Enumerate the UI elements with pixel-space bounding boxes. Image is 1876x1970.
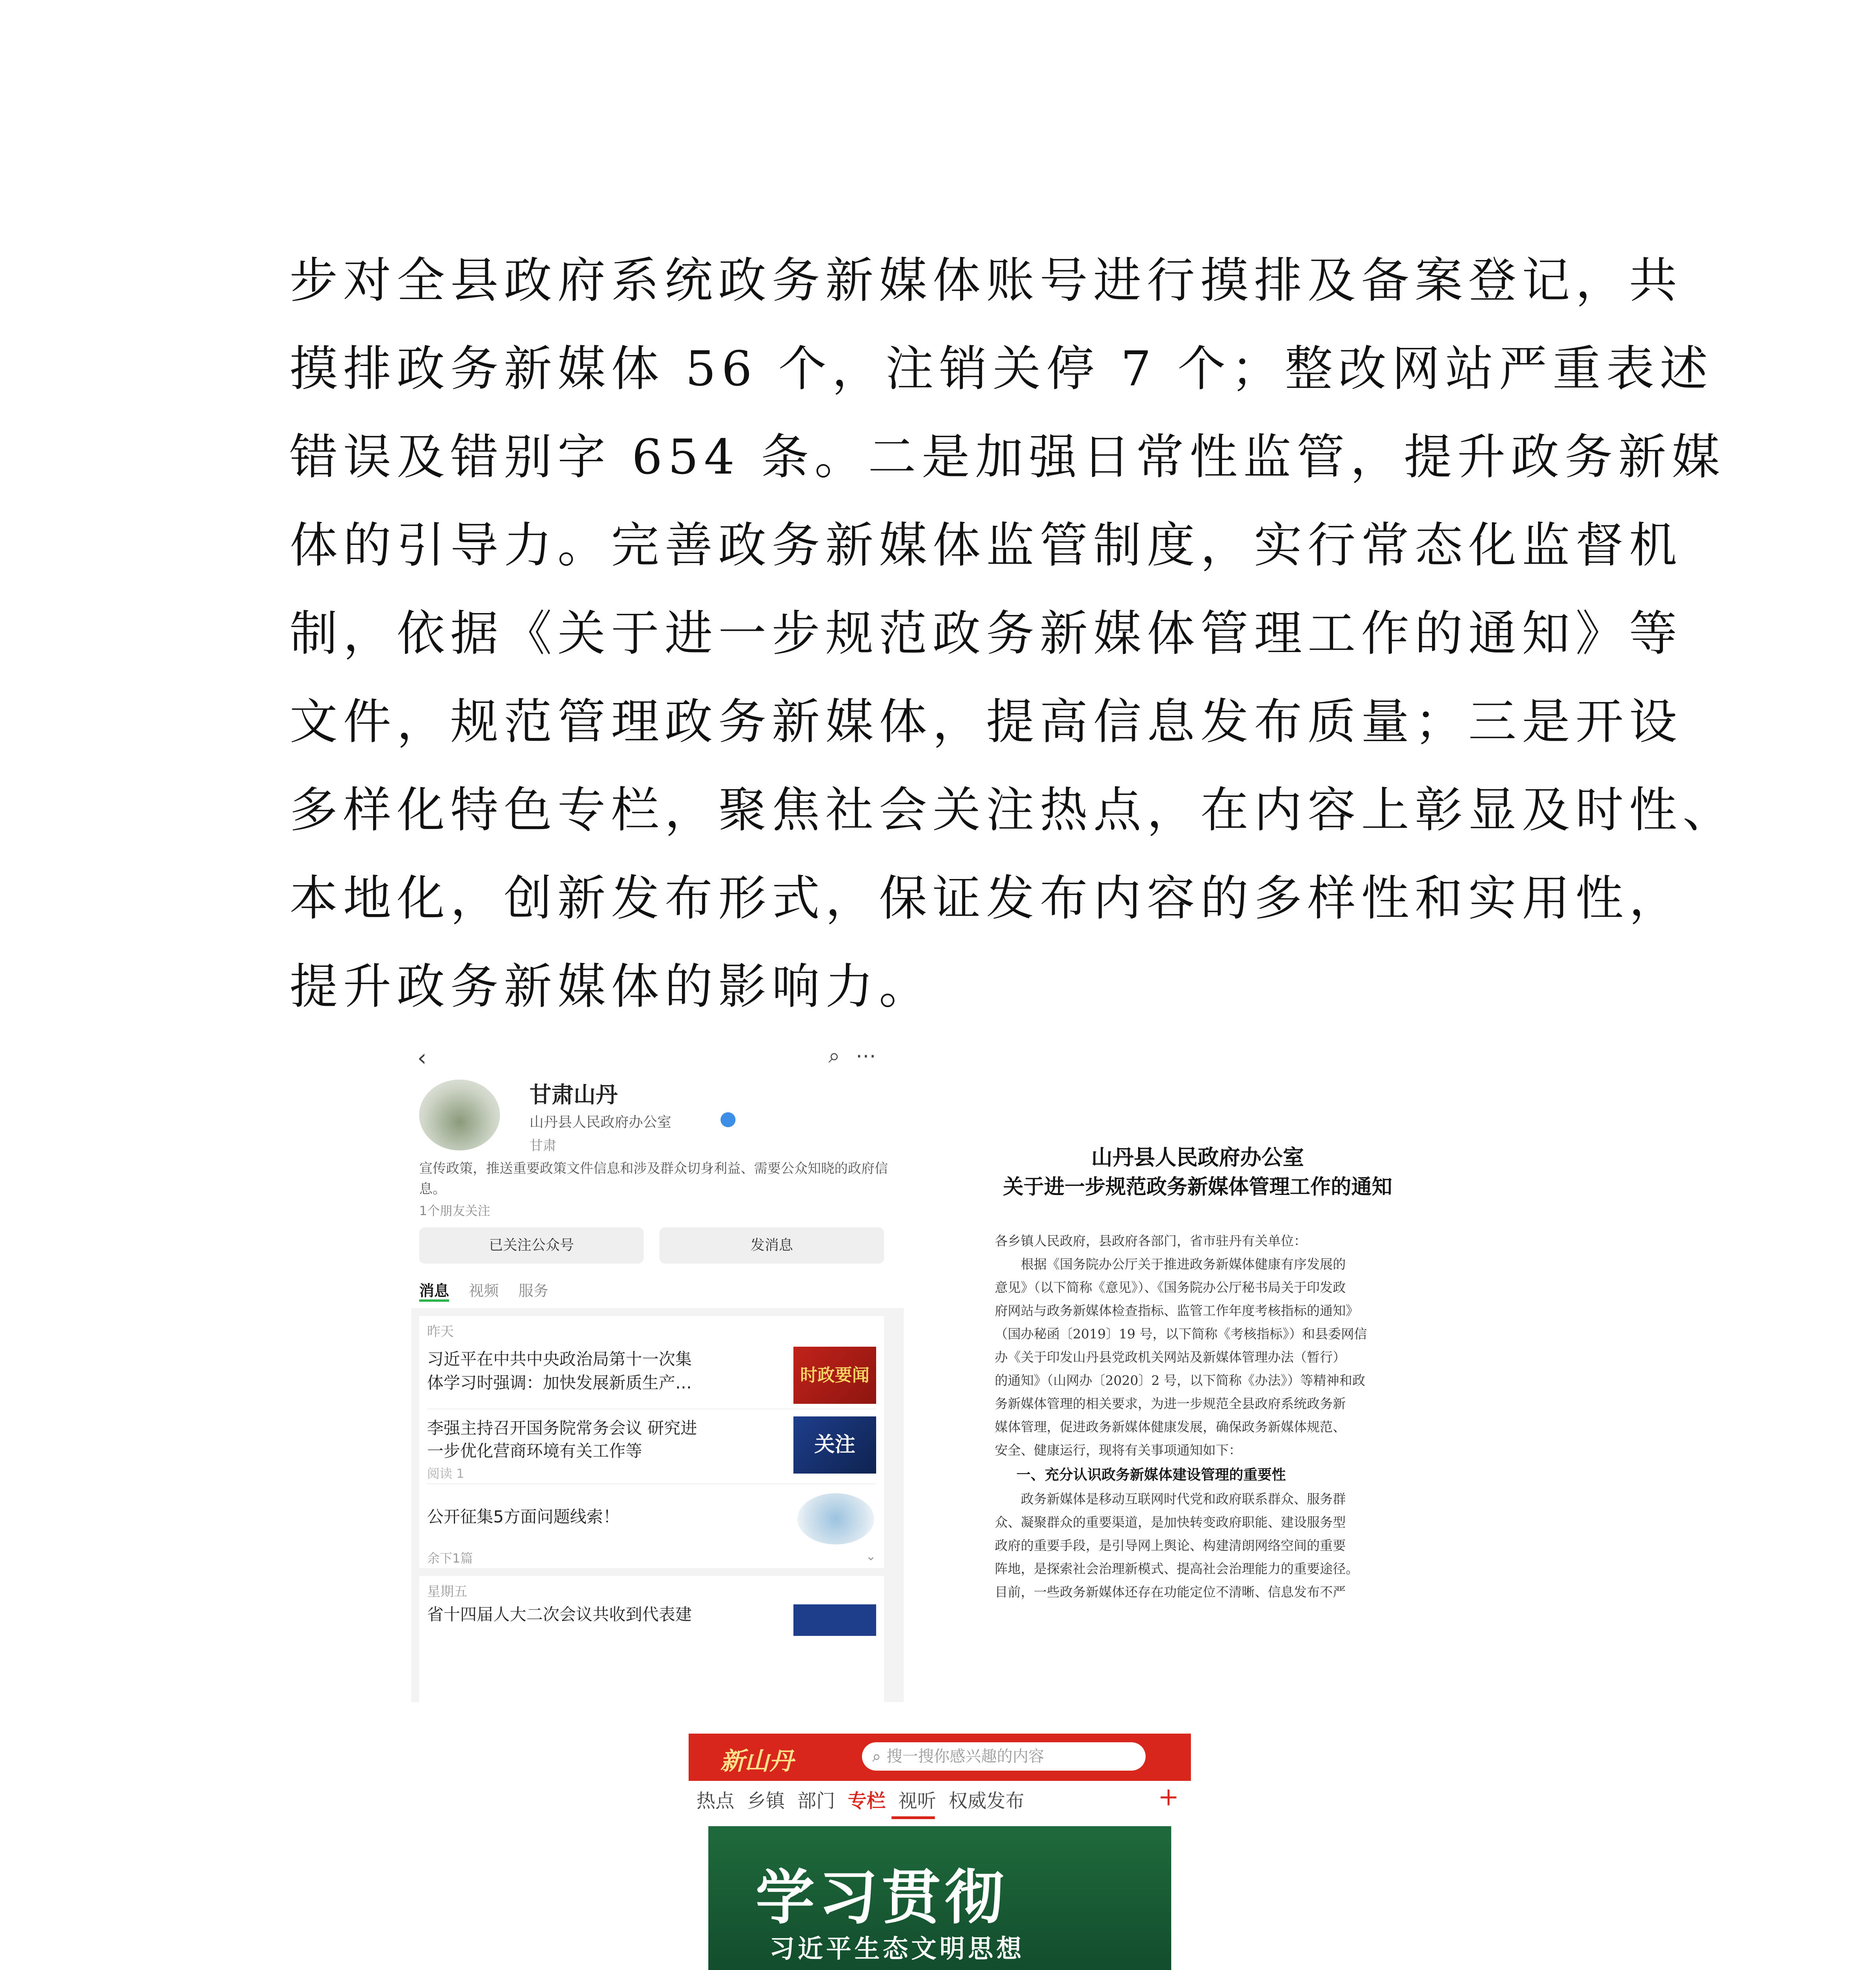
paragraph-line: 步对全县政府系统政务新媒体账号进行摸排及备案登记，共 xyxy=(290,253,1683,309)
qr-thumbnail xyxy=(797,1493,874,1544)
tab-official[interactable]: 权威发布 xyxy=(949,1790,1025,1812)
tab-towns[interactable]: 乡镇 xyxy=(747,1790,785,1812)
notice-line: 意见》（以下简称《意见》）、《国务院办公厅秘书局关于印发政 xyxy=(995,1280,1346,1295)
account-name: 甘肃山丹 xyxy=(529,1082,618,1108)
thumbnail xyxy=(793,1604,876,1636)
tab-media[interactable]: 视听 xyxy=(898,1790,936,1812)
list-item[interactable] xyxy=(427,1414,876,1484)
tab-videos[interactable]: 视频 xyxy=(469,1282,499,1299)
message-group xyxy=(419,1576,884,1702)
notice-line: 务新媒体管理的相关要求，为进一步规范全县政府系统政务新 xyxy=(995,1396,1346,1411)
search-input[interactable] xyxy=(862,1742,1146,1771)
notice-body xyxy=(995,1229,1448,1462)
notice-line: 阵地，是探索社会治理新模式、提高社会治理能力的重要途径。 xyxy=(995,1561,1359,1576)
notice-line: 办《关于印发山丹县党政机关网站及新媒体管理办法（暂行） xyxy=(995,1349,1346,1365)
paragraph-line: 制，依据《关于进一步规范政务新媒体管理工作的通知》等 xyxy=(290,606,1683,662)
paragraph-line: 多样化特色专栏，聚焦社会关注热点，在内容上彰显及时性、 xyxy=(290,782,1736,838)
item-title-line: 公开征集5方面问题线索！ xyxy=(427,1507,620,1526)
item-title-line: 李强主持召开国务院常务会议 研究进 xyxy=(427,1418,697,1438)
thumbnail-text: 关注 xyxy=(814,1433,855,1457)
verified-icon xyxy=(721,1112,736,1127)
notice-line: （国办秘函〔2019〕19 号，以下简称《考核指标》）和县委网信 xyxy=(995,1326,1367,1342)
account-org: 山丹县人民政府办公室 xyxy=(529,1114,672,1130)
paragraph-line: 摸排政务新媒体 56 个，注销关停 7 个；整改网站严重表述 xyxy=(290,341,1713,397)
notice-title: 关于进一步规范政务新媒体管理工作的通知 xyxy=(1003,1175,1392,1199)
list-item[interactable] xyxy=(427,1344,876,1409)
more-icon[interactable]: ⋯ xyxy=(856,1044,892,1068)
tab-messages[interactable]: 消息 xyxy=(419,1282,449,1302)
wechat-account-screenshot xyxy=(399,1040,908,1702)
paragraph-line: 提升政务新媒体的影响力。 xyxy=(290,959,932,1015)
notice-line: 府网站与政务新媒体检查指标、监管工作年度考核指标的通知》 xyxy=(995,1303,1359,1318)
tab-departments[interactable]: 部门 xyxy=(797,1790,836,1812)
add-channel-icon[interactable]: + xyxy=(1158,1782,1179,1812)
friends-following: 1个朋友关注 xyxy=(419,1203,490,1218)
paragraph-line: 错误及错别字 654 条。二是加强日常性监管，提升政务新媒 xyxy=(290,429,1726,485)
notice-line: 的通知》（山网办〔2020〕2 号，以下简称《办法》）等精神和政 xyxy=(995,1373,1365,1388)
body-paragraph xyxy=(290,236,1736,1031)
date-label: 昨天 xyxy=(427,1324,454,1340)
account-tabs xyxy=(419,1279,568,1300)
thumbnail-text: 时政要闻 xyxy=(800,1365,869,1385)
banner-ecology[interactable] xyxy=(708,1826,1171,1970)
message-button[interactable]: 发消息 xyxy=(659,1227,884,1264)
item-title-line[interactable]: 省十四届人大二次会议共收到代表建 xyxy=(427,1605,692,1624)
account-description: 宣传政策，推送重要政策文件信息和涉及群众切身利益、需要公众知晓的政府信息。 xyxy=(419,1161,888,1197)
notice-line: 政府的重要手段，是引导网上舆论、构建清朗网络空间的重要 xyxy=(995,1538,1346,1553)
tab-hot[interactable]: 热点 xyxy=(697,1790,735,1812)
tab-columns[interactable]: 专栏 xyxy=(848,1790,886,1812)
list-item[interactable] xyxy=(427,1489,876,1544)
notice-line: 各乡镇人民政府，县政府各部门，省市驻丹有关单位： xyxy=(995,1233,1307,1249)
chevron-down-icon: ⌄ xyxy=(866,1548,876,1563)
search-icon: ⌕ xyxy=(872,1747,881,1766)
notice-line: 媒体管理，促进政务新媒体健康发展，确保政务新媒体规范、 xyxy=(995,1419,1346,1435)
notice-line: 政务新媒体是移动互联网时代党和政府联系群众、服务群 xyxy=(995,1491,1346,1507)
item-title-line: 习近平在中共中央政治局第十一次集 xyxy=(427,1349,692,1369)
search-icon[interactable]: ⌕ xyxy=(828,1044,856,1068)
notice-body xyxy=(995,1487,1448,1604)
message-group xyxy=(419,1316,884,1568)
back-icon[interactable]: ‹ xyxy=(417,1044,427,1072)
more-label: 余下1篇 xyxy=(427,1551,473,1566)
app-logo: 新山丹 xyxy=(720,1747,794,1775)
channel-tabs xyxy=(697,1786,1185,1813)
banner-title: 学习贯彻 xyxy=(756,1863,1008,1932)
notice-line: 根据《国务院办公厅关于推进政务新媒体健康有序发展的 xyxy=(995,1256,1346,1272)
date-label: 星期五 xyxy=(427,1584,467,1600)
section-heading: 一、充分认识政务新媒体建设管理的重要性 xyxy=(1016,1466,1286,1483)
avatar[interactable] xyxy=(419,1080,500,1150)
notice-line: 安全、健康运行，现将有关事项通知如下： xyxy=(995,1442,1242,1458)
followed-button[interactable]: 已关注公众号 xyxy=(419,1227,644,1264)
notice-line: 目前，一些政务新媒体还存在功能定位不清晰、信息发布不严 xyxy=(995,1584,1346,1600)
notice-line: 众、凝聚群众的重要渠道，是加快转变政府职能、建设服务型 xyxy=(995,1515,1346,1530)
item-title-line: 一步优化营商环境有关工作等 xyxy=(427,1441,643,1461)
more-articles[interactable] xyxy=(427,1548,876,1567)
nav-actions xyxy=(828,1044,892,1068)
xinshandan-app-screenshot xyxy=(689,1734,1191,1970)
paragraph-line: 体的引导力。完善政务新媒体监管制度，实行常态化监督机 xyxy=(290,517,1683,573)
search-placeholder: 搜一搜你感兴趣的内容 xyxy=(886,1747,1044,1766)
active-tab-indicator xyxy=(892,1816,935,1819)
notice-document-screenshot xyxy=(920,1040,1475,1702)
paragraph-line: 本地化，创新发布形式，保证发布内容的多样性和实用性， xyxy=(290,870,1683,926)
account-location: 甘肃 xyxy=(529,1138,556,1154)
paragraph-line: 文件，规范管理政务新媒体，提高信息发布质量；三是开设 xyxy=(290,694,1683,750)
read-count: 阅读 1 xyxy=(427,1466,464,1481)
notice-issuer: 山丹县人民政府办公室 xyxy=(1091,1145,1304,1170)
banner-subtitle: 习近平生态文明思想 xyxy=(769,1934,1025,1964)
thumbnail xyxy=(793,1416,876,1474)
thumbnail xyxy=(793,1347,876,1404)
item-title-line: 体学习时强调：加快发展新质生产… xyxy=(427,1373,692,1392)
tab-services[interactable]: 服务 xyxy=(518,1282,549,1299)
